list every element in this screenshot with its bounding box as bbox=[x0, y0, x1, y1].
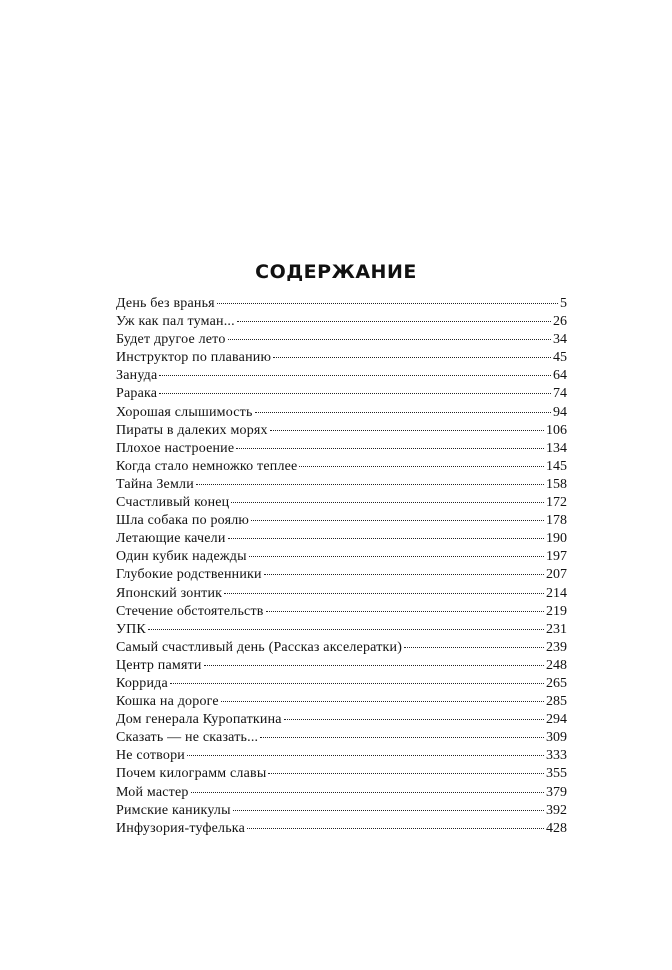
table-of-contents bbox=[116, 295, 567, 838]
toc-entry-page-number: 158 bbox=[546, 476, 567, 492]
dot-leader bbox=[255, 412, 551, 413]
dot-leader bbox=[247, 828, 544, 829]
toc-entry-title: Центр памяти bbox=[116, 657, 202, 673]
toc-entry-title: УПК bbox=[116, 621, 146, 637]
toc-entry-title: Один кубик надежды bbox=[116, 549, 247, 565]
toc-entry-title: Почем килограмм славы bbox=[116, 766, 267, 782]
toc-entry[interactable] bbox=[116, 331, 567, 349]
dot-leader bbox=[260, 737, 544, 738]
toc-entry-page-number: 355 bbox=[546, 766, 567, 782]
dot-leader bbox=[231, 502, 544, 503]
toc-entry-page-number: 231 bbox=[546, 621, 567, 637]
toc-entry-title: Плохое настроение bbox=[116, 440, 235, 456]
toc-entry[interactable] bbox=[116, 367, 567, 385]
dot-leader bbox=[251, 520, 544, 521]
toc-entry-page-number: 214 bbox=[546, 585, 567, 601]
toc-entry-page-number: 219 bbox=[546, 603, 567, 619]
toc-entry-page-number: 5 bbox=[560, 296, 567, 311]
toc-entry-page-number: 178 bbox=[546, 513, 567, 529]
toc-entry-title: Дом генерала Куропаткина bbox=[116, 712, 282, 728]
toc-entry[interactable] bbox=[116, 548, 567, 566]
dot-leader bbox=[221, 701, 544, 702]
dot-leader bbox=[159, 375, 551, 376]
toc-entry-title: Японский зонтик bbox=[116, 585, 223, 601]
toc-entry-page-number: 392 bbox=[546, 802, 567, 818]
toc-entry[interactable] bbox=[116, 820, 567, 838]
toc-entry[interactable] bbox=[116, 404, 567, 422]
toc-entry-title: Счастливый конец bbox=[116, 495, 230, 511]
toc-entry-title: Кошка на дороге bbox=[116, 694, 219, 710]
toc-entry[interactable] bbox=[116, 729, 567, 747]
toc-entry-title: Коррида bbox=[116, 675, 168, 691]
dot-leader bbox=[266, 611, 544, 612]
toc-entry[interactable] bbox=[116, 657, 567, 675]
toc-entry-title: Будет другое лето bbox=[116, 332, 226, 348]
dot-leader bbox=[228, 538, 544, 539]
toc-entry-page-number: 333 bbox=[546, 748, 567, 764]
toc-entry-title: Когда стало немножко теплее bbox=[116, 458, 298, 474]
toc-entry-page-number: 207 bbox=[546, 567, 567, 583]
toc-entry-title: Римские каникулы bbox=[116, 802, 231, 818]
dot-leader bbox=[191, 792, 544, 793]
dot-leader bbox=[299, 466, 544, 467]
toc-entry-page-number: 34 bbox=[553, 332, 567, 348]
toc-entry[interactable] bbox=[116, 747, 567, 765]
dot-leader bbox=[273, 357, 551, 358]
dot-leader bbox=[204, 665, 544, 666]
toc-entry-title: Шла собака по роялю bbox=[116, 513, 250, 529]
toc-entry-title: Уж как пал туман... bbox=[116, 314, 235, 330]
toc-entry-page-number: 309 bbox=[546, 730, 567, 746]
toc-entry-page-number: 285 bbox=[546, 694, 567, 710]
toc-entry-title: Рарака bbox=[116, 386, 158, 402]
dot-leader bbox=[268, 773, 544, 774]
toc-entry-title: Инфузория-туфелька bbox=[116, 820, 246, 836]
toc-entry-page-number: 64 bbox=[553, 368, 567, 384]
toc-entry-title: Летающие качели bbox=[116, 531, 226, 547]
toc-entry-page-number: 197 bbox=[546, 549, 567, 565]
toc-entry-page-number: 45 bbox=[553, 350, 567, 366]
toc-entry-page-number: 106 bbox=[546, 422, 567, 438]
toc-entry[interactable] bbox=[116, 711, 567, 729]
dot-leader bbox=[264, 574, 544, 575]
toc-entry[interactable] bbox=[116, 458, 567, 476]
toc-entry-title: Хорошая слышимость bbox=[116, 404, 253, 420]
dot-leader bbox=[284, 719, 544, 720]
toc-entry[interactable] bbox=[116, 621, 567, 639]
toc-entry-title: День без вранья bbox=[116, 296, 215, 311]
toc-entry-page-number: 265 bbox=[546, 675, 567, 691]
toc-entry-page-number: 379 bbox=[546, 784, 567, 800]
toc-entry-page-number: 94 bbox=[553, 404, 567, 420]
toc-entry[interactable] bbox=[116, 422, 567, 440]
toc-entry-title: Не сотвори bbox=[116, 748, 185, 764]
toc-entry[interactable] bbox=[116, 765, 567, 783]
toc-entry-title: Стечение обстоятельств bbox=[116, 603, 264, 619]
dot-leader bbox=[170, 683, 544, 684]
toc-entry[interactable] bbox=[116, 313, 567, 331]
page-title: СОДЕРЖАНИЕ bbox=[255, 261, 417, 283]
dot-leader bbox=[237, 321, 551, 322]
dot-leader bbox=[270, 430, 544, 431]
toc-entry[interactable] bbox=[116, 385, 567, 403]
dot-leader bbox=[249, 556, 544, 557]
toc-entry-title: Зануда bbox=[116, 368, 158, 384]
toc-entry-page-number: 26 bbox=[553, 314, 567, 330]
toc-entry-page-number: 172 bbox=[546, 495, 567, 511]
toc-entry[interactable] bbox=[116, 639, 567, 657]
toc-entry[interactable] bbox=[116, 784, 567, 802]
toc-entry[interactable] bbox=[116, 802, 567, 820]
toc-entry-page-number: 428 bbox=[546, 820, 567, 836]
toc-entry[interactable] bbox=[116, 585, 567, 603]
dot-leader bbox=[196, 484, 544, 485]
toc-entry[interactable] bbox=[116, 566, 567, 584]
toc-entry-title: Глубокие родственники bbox=[116, 567, 262, 583]
toc-entry[interactable] bbox=[116, 675, 567, 693]
dot-leader bbox=[159, 393, 551, 394]
dot-leader bbox=[236, 448, 544, 449]
toc-entry[interactable] bbox=[116, 440, 567, 458]
toc-entry-title: Сказать — не сказать... bbox=[116, 730, 259, 746]
toc-entry[interactable] bbox=[116, 693, 567, 711]
dot-leader bbox=[228, 339, 551, 340]
toc-entry[interactable] bbox=[116, 295, 567, 313]
toc-entry-page-number: 74 bbox=[553, 386, 567, 402]
toc-entry[interactable] bbox=[116, 512, 567, 530]
dot-leader bbox=[217, 303, 558, 304]
toc-entry-title: Мой мастер bbox=[116, 784, 189, 800]
dot-leader bbox=[233, 810, 544, 811]
toc-entry-page-number: 190 bbox=[546, 531, 567, 547]
dot-leader bbox=[224, 593, 544, 594]
toc-entry-title: Инструктор по плаванию bbox=[116, 350, 272, 366]
dot-leader bbox=[187, 755, 544, 756]
toc-entry-page-number: 294 bbox=[546, 712, 567, 728]
toc-entry-page-number: 134 bbox=[546, 440, 567, 456]
toc-entry[interactable] bbox=[116, 530, 567, 548]
dot-leader bbox=[148, 629, 544, 630]
toc-entry[interactable] bbox=[116, 603, 567, 621]
toc-entry-page-number: 248 bbox=[546, 657, 567, 673]
toc-entry[interactable] bbox=[116, 494, 567, 512]
toc-entry-title: Тайна Земли bbox=[116, 476, 194, 492]
toc-entry[interactable] bbox=[116, 476, 567, 494]
toc-entry-title: Самый счастливый день (Рассказ акселератки) bbox=[116, 639, 403, 655]
toc-entry-page-number: 239 bbox=[546, 639, 567, 655]
dot-leader bbox=[404, 647, 544, 648]
toc-entry[interactable] bbox=[116, 349, 567, 367]
toc-entry-title: Пираты в далеких морях bbox=[116, 422, 268, 438]
toc-entry-page-number: 145 bbox=[546, 458, 567, 474]
